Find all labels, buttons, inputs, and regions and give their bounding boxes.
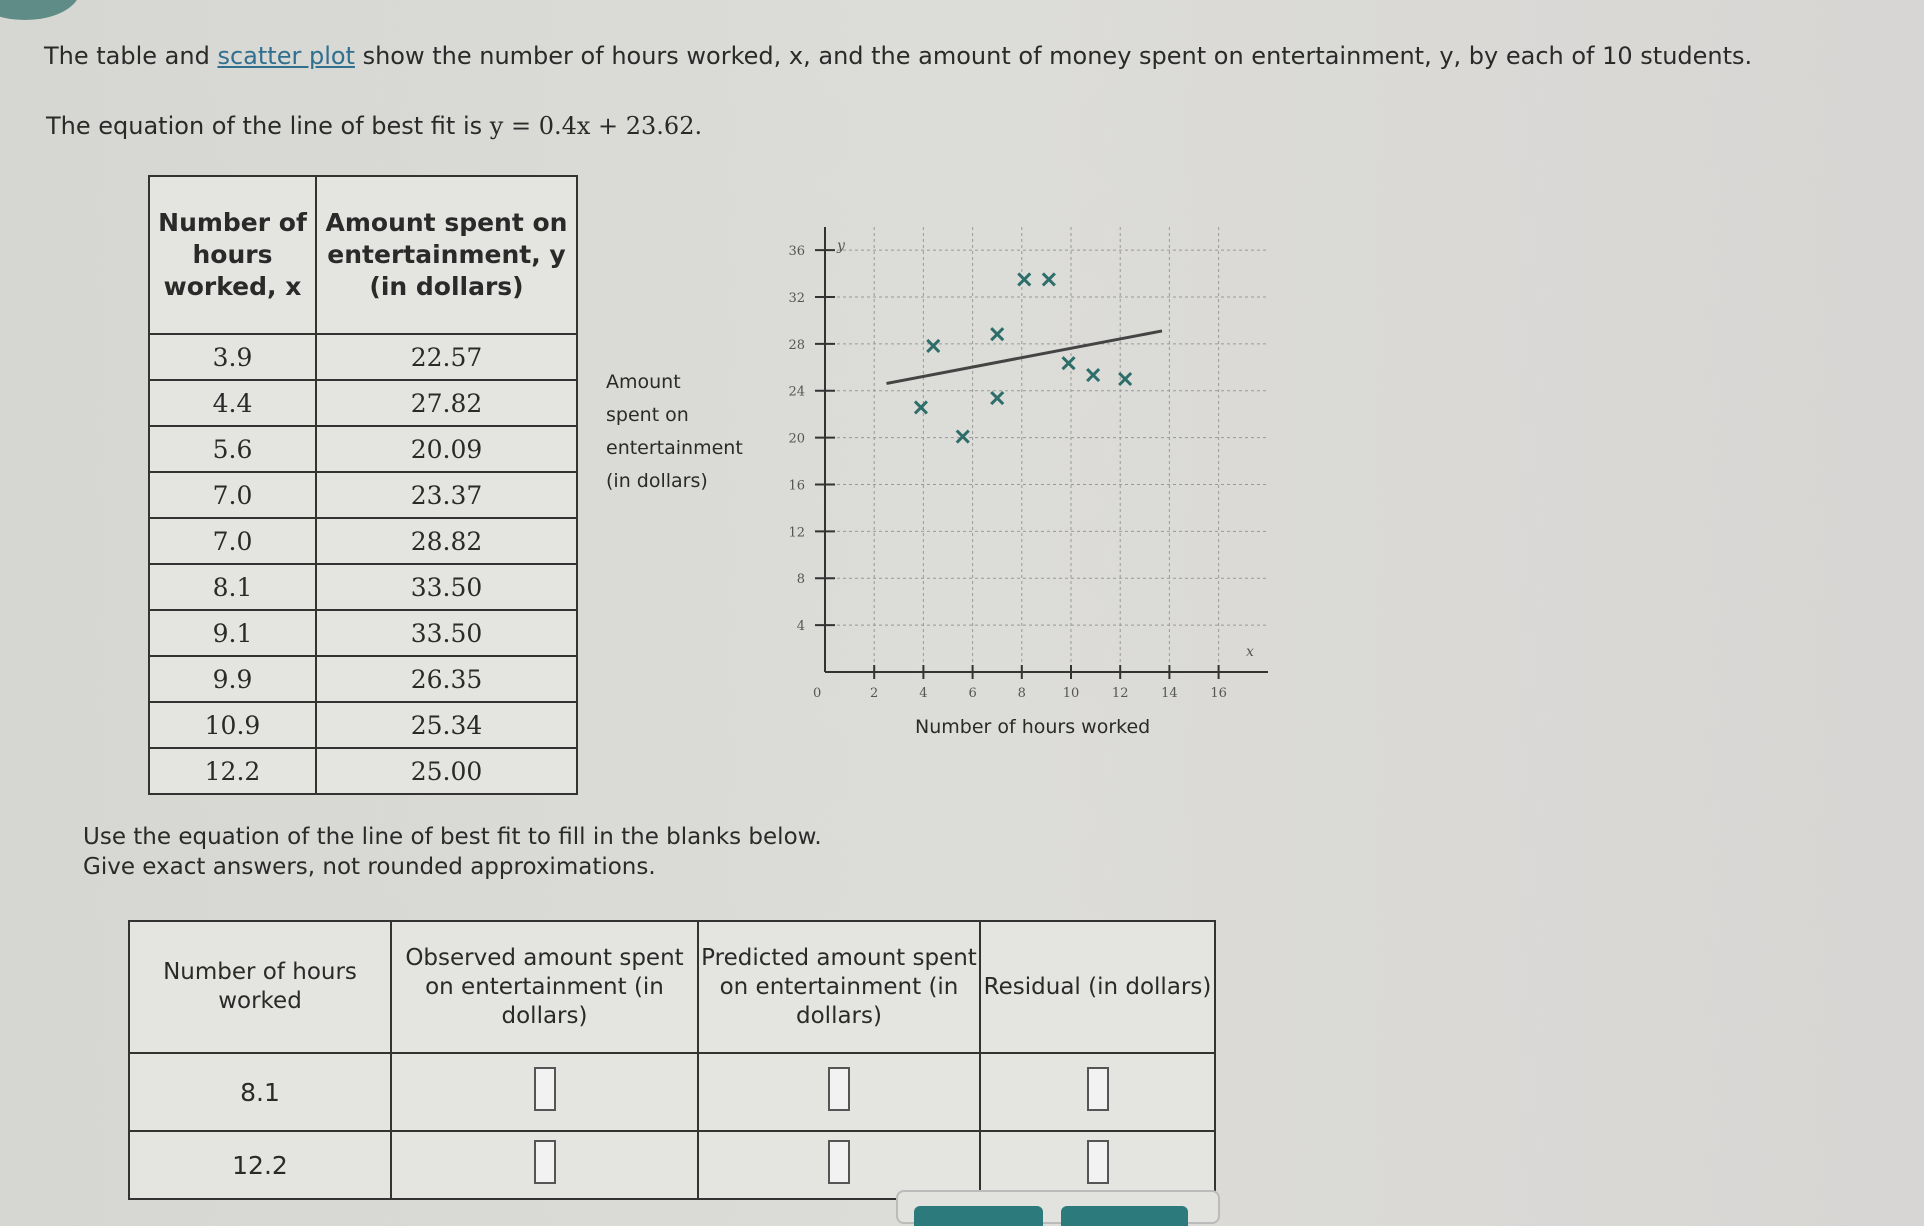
y-tick-label: 4: [796, 619, 805, 635]
header-amount: Amount spent on entertainment, y (in dollars): [316, 176, 577, 334]
hours-cell: 4.4: [149, 380, 316, 426]
data-point: [1063, 357, 1075, 369]
header-hours: Number of hours worked: [129, 921, 391, 1053]
y-label-line: spent on: [606, 404, 689, 426]
x-tick-label: 2: [870, 686, 879, 701]
residual-input-2[interactable]: [1087, 1140, 1109, 1184]
y-label-line: (in dollars): [606, 470, 708, 492]
amount-cell: 25.00: [316, 748, 577, 794]
predicted-input-1[interactable]: [828, 1067, 850, 1111]
x-tick-label: 14: [1161, 686, 1178, 701]
y-tick-label: 20: [788, 431, 805, 447]
data-point: [1119, 373, 1131, 385]
residual-input-1[interactable]: [1087, 1067, 1109, 1111]
data-point: [927, 340, 939, 352]
x-axis-label: Number of hours worked: [915, 716, 1151, 738]
origin-label: 0: [813, 686, 822, 701]
x-tick-label: 16: [1210, 686, 1227, 701]
y-tick-label: 8: [796, 572, 805, 588]
action-button-1[interactable]: [914, 1206, 1043, 1226]
hours-cell: 12.2: [149, 748, 316, 794]
data-point: [915, 401, 927, 413]
amount-cell: 26.35: [316, 656, 577, 702]
y-tick-label: 16: [788, 478, 805, 494]
equation-text: The equation of the line of best fit is y = 0.4x + 23.62.: [46, 112, 703, 140]
hours-cell: 9.1: [149, 610, 316, 656]
data-point: [991, 328, 1003, 340]
y-tick-label: 12: [788, 525, 805, 541]
x-tick-label: 12: [1111, 686, 1129, 701]
instruction-1: Use the equation of the line of best fit to fill in the blanks below.: [83, 824, 822, 850]
data-point: [957, 431, 969, 443]
y-tick-label: 24: [788, 384, 805, 400]
table-row: [129, 1053, 1215, 1131]
hours-value: 8.1: [129, 1053, 391, 1131]
table-row: [129, 1131, 1215, 1199]
amount-cell: 33.50: [316, 610, 577, 656]
observed-input-1[interactable]: [534, 1067, 556, 1111]
x-tick-label: 4: [919, 686, 928, 701]
y-axis-var: y: [837, 238, 845, 254]
data-point: [1043, 273, 1055, 285]
header-hours: Number of hours worked, x: [149, 176, 316, 334]
header-residual: Residual (in dollars): [980, 921, 1215, 1053]
x-tick-label: 6: [968, 686, 977, 701]
hours-cell: 9.9: [149, 656, 316, 702]
data-point: [1018, 273, 1030, 285]
y-tick-label: 28: [788, 337, 805, 353]
hours-cell: 8.1: [149, 564, 316, 610]
x-tick-label: 10: [1062, 686, 1080, 701]
hours-cell: 5.6: [149, 426, 316, 472]
x-axis-var: x: [1246, 644, 1254, 660]
hours-value: 12.2: [129, 1131, 391, 1199]
y-label-line: entertainment: [606, 437, 743, 459]
observed-input-2[interactable]: [534, 1140, 556, 1184]
data-point: [991, 392, 1003, 404]
amount-cell: 27.82: [316, 380, 577, 426]
data-point: [1087, 369, 1099, 381]
scatter-plot-link[interactable]: scatter plot: [217, 42, 355, 70]
amount-cell: 28.82: [316, 518, 577, 564]
amount-cell: 20.09: [316, 426, 577, 472]
predicted-input-2[interactable]: [828, 1140, 850, 1184]
hours-cell: 7.0: [149, 472, 316, 518]
y-tick-label: 32: [788, 290, 805, 306]
intro-text: The table and scatter plot show the number of hours worked, x, and the amount of money spent on entertainment, y, by each of 10 students.: [44, 42, 1753, 70]
amount-cell: 23.37: [316, 472, 577, 518]
y-label-line: Amount: [606, 371, 681, 393]
hours-cell: 3.9: [149, 334, 316, 380]
y-tick-label: 36: [788, 244, 805, 260]
hours-cell: 7.0: [149, 518, 316, 564]
header-observed: Observed amount spent on entertainment (in dollars): [391, 921, 698, 1053]
x-tick-label: 8: [1017, 686, 1026, 701]
action-button-2[interactable]: [1061, 1206, 1188, 1226]
hours-cell: 10.9: [149, 702, 316, 748]
answer-table: [128, 920, 1216, 1200]
amount-cell: 33.50: [316, 564, 577, 610]
instruction-2: Give exact answers, not rounded approximations.: [83, 854, 656, 880]
amount-cell: 25.34: [316, 702, 577, 748]
header-predicted: Predicted amount spent on entertainment (in dollars): [698, 921, 980, 1053]
amount-cell: 22.57: [316, 334, 577, 380]
